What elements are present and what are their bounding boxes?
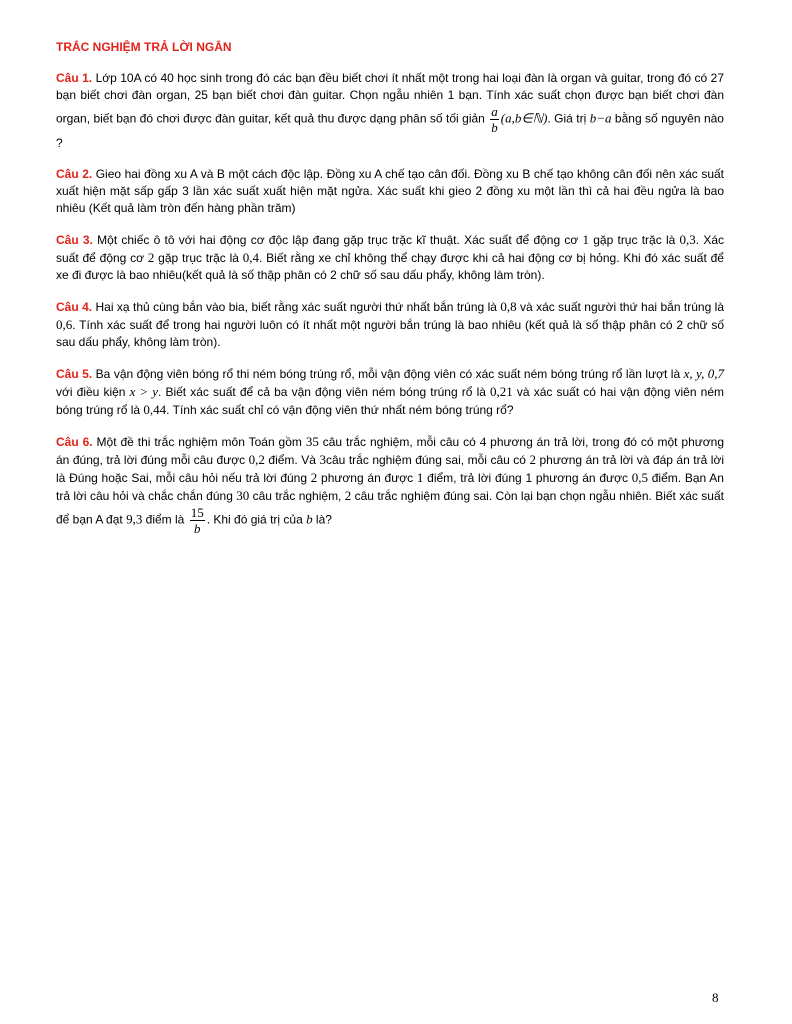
question-5-text-3: . Biết xác suất để cả ba vận động viên ném bóng trúng rổ là <box>158 385 491 399</box>
question-4-text-2: và xác suất người thứ hai bắn trúng là <box>516 300 725 314</box>
question-6-math-4: 3 <box>319 452 326 467</box>
question-6-math-9: 30 <box>236 488 250 503</box>
question-6-math-11: 9,3 <box>126 511 143 527</box>
question-6-math-6: 2 <box>310 470 318 485</box>
question-6-text-10: câu trắc nghiệm, <box>249 489 345 503</box>
question-5-text-4: và xác suất có hai vận động viên ném bóng trúng rổ là <box>56 385 724 417</box>
question-2-text: Gieo hai đồng xu A và B một cách độc lập. Đồng xu A chế tạo cân đối. Đồng xu B chế tạo không cân đối nên xác suất xuất hiện mặt sấp gấp 3 lần xác suất xuất hiện mặt ngửa. Xác suất khi gieo 2 đồng xu một lần thì cả hai đều ngửa là bao nhiêu (Kết quả làm tròn đến hàng phần trăm) <box>56 167 724 215</box>
question-4-label: Câu 4. <box>56 300 93 314</box>
question-4-text-1: Hai xạ thủ cùng bắn vào bia, biết rằng xác suất người thứ nhất bắn trúng là <box>92 300 501 314</box>
question-1-text: Lớp 10A có 40 học sinh trong đó các bạn đều biết chơi ít nhất một trong hai loại đàn là organ và guitar, trong đó có 27 bạn biết chơi đàn organ, 25 bạn biết chơi đàn guitar. Chọn ngẫu nhiên 1 bạn. Tính xác suất chọn được bạn biết chơi đàn organ, biết bạn đó chơi được đàn guitar, kết quả thu được dạng phân số tối giản <box>56 71 724 126</box>
question-5-math-4: 0,44 <box>143 402 167 417</box>
question-6-math-10: 2 <box>344 488 352 503</box>
question-6-text-13: . Khi đó giá trị của <box>206 512 307 527</box>
question-2-label: Câu 2. <box>56 167 93 181</box>
question-6-text-5: câu trắc nghiệm đúng sai, mỗi câu có <box>325 453 530 467</box>
question-3-text-5: . Biết rằng xe chỉ không thể chạy được khi cả hai động cơ bị hỏng. Khi đó xác suất để xe đi được là bao nhiêu(kết quả là số thập phân có 2 chữ số sau dấu phẩy, không làm tròn). <box>56 251 724 282</box>
question-3-math-4: 0,4 <box>242 250 260 265</box>
question-4-math-1: 0,8 <box>500 299 517 314</box>
question-1-fraction <box>490 104 499 135</box>
question-6-text-1: Một đề thi trắc nghiệm môn Toán gồm <box>92 435 306 449</box>
question-3-text-3: . Xác suất để động cơ <box>56 233 725 265</box>
question-3-label: Câu 3. <box>56 233 93 247</box>
question-5-math-3: 0,21 <box>490 384 513 399</box>
question-6-math-5: 2 <box>529 452 536 467</box>
question-1 <box>56 70 724 152</box>
page-number: 8 <box>712 990 719 1005</box>
question-6-text-14: là? <box>312 512 332 527</box>
fraction-numerator: 15 <box>190 505 204 520</box>
question-6-text-8: điểm, trả lời đúng 1 phương án được <box>423 471 632 485</box>
question-1-condition: (a,b∈ℕ) <box>500 110 548 126</box>
question-1-text-end: bằng số nguyên nào ? <box>56 111 724 150</box>
question-3-text-2: gặp trục trặc là <box>589 233 680 247</box>
question-6-math-1: 35 <box>305 434 319 449</box>
fraction-denominator: b <box>193 521 201 536</box>
question-4 <box>56 298 724 351</box>
question-5-math-1: x, y, 0,7 <box>683 366 725 381</box>
question-6-math-8: 0,5 <box>631 470 648 485</box>
document-page <box>56 40 724 550</box>
question-4-math-2: 0,6 <box>56 317 73 332</box>
question-6-text-6: phương án trả lời và đáp án trả lời là Đúng hoặc Sai, mỗi câu hỏi nếu trả lời đúng <box>56 453 725 485</box>
question-5-label: Câu 5. <box>56 367 93 381</box>
fraction-numerator: a <box>491 104 498 119</box>
question-3-math-3: 2 <box>147 250 155 265</box>
question-6-text-9: điểm. Bạn An trả lời câu hỏi và chắc chắn đúng <box>56 471 724 503</box>
question-6-math-3: 0,2 <box>248 452 265 467</box>
question-6-math-12: b <box>306 511 313 527</box>
question-6-label: Câu 6. <box>56 435 93 449</box>
question-4-text-3: . Tính xác suất để trong hai người luôn có ít nhất một người bắn trúng là bao nhiêu (kết quả là số thập phân có 2 chữ số sau dấu phẩy, không làm tròn). <box>56 318 724 349</box>
section-title: TRẮC NGHIỆM TRẢ LỜI NGẮN <box>56 40 232 54</box>
question-3-math-2: 0,3 <box>679 232 696 247</box>
question-5-text-1: Ba vận động viên bóng rổ thi ném bóng trúng rổ, mỗi vận động viên có xác suất ném bóng trúng rổ lần lượt là <box>92 367 684 381</box>
question-6-math-7: 1 <box>416 470 424 485</box>
question-1-text-mid: . Giá trị <box>547 111 590 126</box>
question-1-expression: b−a <box>589 110 612 126</box>
fraction-denominator: b <box>491 120 498 135</box>
question-5 <box>56 365 724 419</box>
question-5-math-2: x > y <box>129 384 158 399</box>
question-3 <box>56 231 724 284</box>
question-6-text-2: câu trắc nghiệm, mỗi câu có <box>318 435 480 449</box>
question-3-text-4: gặp trục trặc là <box>154 251 243 265</box>
question-6-fraction <box>190 505 205 536</box>
question-3-text-1: Một chiếc ô tô với hai động cơ độc lập đang gặp trục trặc kĩ thuật. Xác suất để động cơ <box>92 233 583 247</box>
question-2 <box>56 166 724 217</box>
question-1-label: Câu 1. <box>56 71 93 85</box>
question-5-text-5: . Tính xác suất chỉ có vận động viên thứ nhất ném bóng trúng rổ? <box>166 403 514 417</box>
question-3-math-1: 1 <box>582 232 589 247</box>
question-5-text-2: với điều kiện <box>56 385 130 399</box>
question-6-text-12: điểm là <box>142 512 188 527</box>
question-6-text-3: phương án trả lời, trong đó có một phương án đúng, trả lời đúng mỗi câu được <box>56 435 725 467</box>
question-6-text-11: câu trắc nghiệm đúng sai. Còn lại bạn chọn ngẫu nhiên. Biết xác suất để bạn A đạt <box>56 489 724 527</box>
question-6-math-2: 4 <box>479 434 487 449</box>
question-6 <box>56 433 724 536</box>
question-6-text-4: điểm. Và <box>264 453 320 467</box>
question-6-text-7: phương án được <box>317 471 417 485</box>
